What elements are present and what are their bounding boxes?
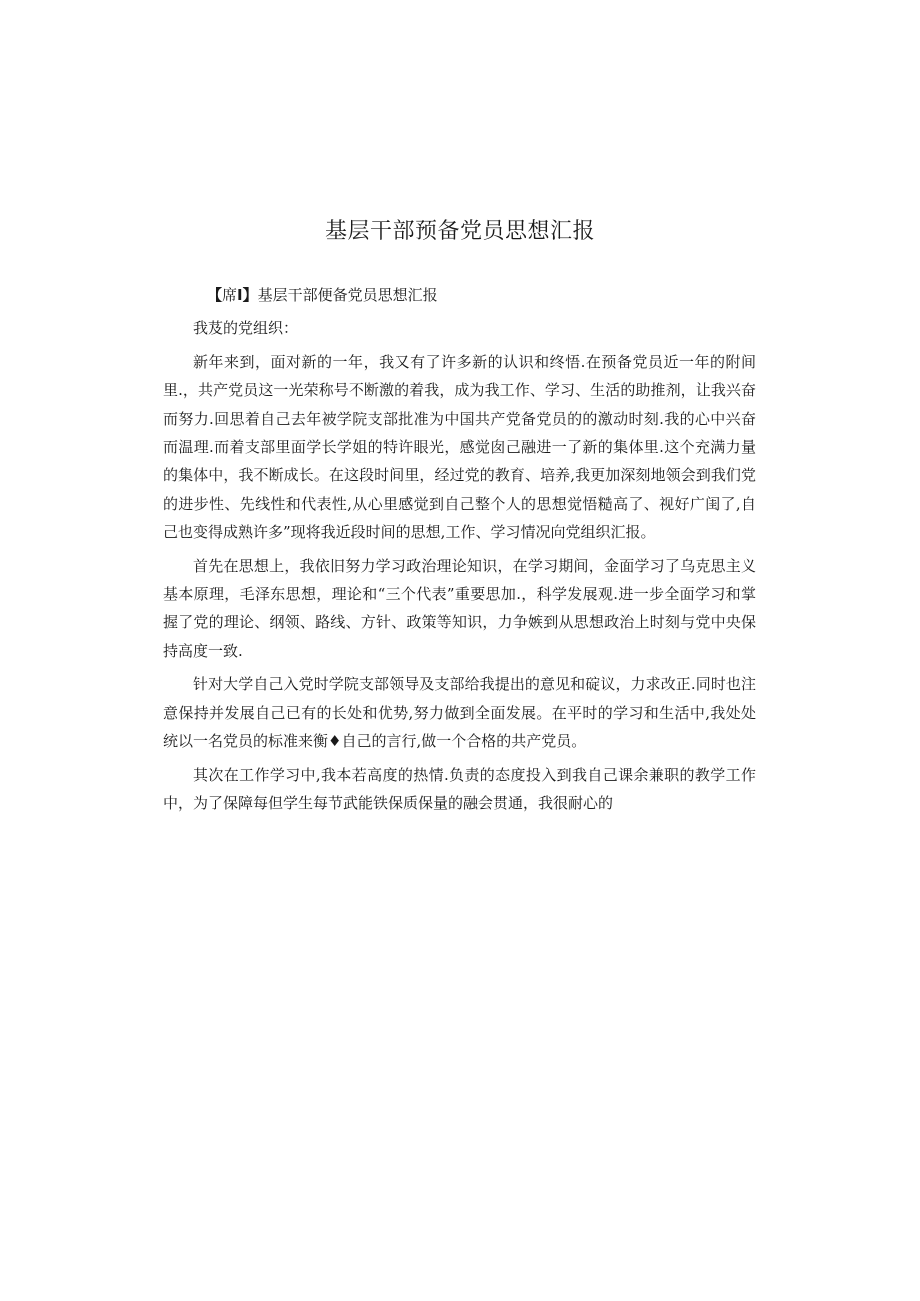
heading-marker-close: 】 [242,286,258,304]
paragraph: 针对大学自己入党时学院支部领导及支部给我提出的意见和碇议，力求改正.同时也注意保持并发展自己已有的长处和优势,努力做到全面发展。在平时的学习和生活中,我处处统以一名党员的标准来衡♦自己的言行,做一个合格的共产党员。 [163,675,756,751]
heading-line [207,281,756,309]
heading-marker-text: 席 [222,286,238,304]
paragraph: 其次在工作学习中,我本若高度的热情.负责的态度投入到我自己课余兼职的教学工作中，为了保障每但学生每节武能铁保质保量的融会贯通，我很耐心的 [163,765,756,812]
paragraph: 首先在思想上，我依旧努力学习政治理论知识，在学习期间，金面学习了乌克思主义基本原理，毛泽东思想，理论和“三个代表”重要思加.，科学发展观.进一步全面学习和掌握了党的理论、纲领、路线、方针、政策等知识，力争嫉到从思想政治上时刻与党中央保持高度一致. [163,556,756,660]
heading-marker-open: 【 [207,286,223,304]
salutation: 我芨的党组织： [193,319,299,338]
document-body [163,281,756,822]
heading-line-text: 基层干部便备党员思想汇报 [257,286,438,304]
paragraph: 新年来到，面对新的一年，我又有了许多新的认识和终悟.在预备党员近一年的附间里.，共产党员这一光荣称号不断激的着我，成为我工作、学习、生活的助推剂，让我兴奋而努力.回思着自己去年被学院支部批准为中国共产党备党员的的激动时刻.我的心中兴奋而温理.而着支部里面学长学姐的特许眼光，感觉囱己融进一了新的集体里.这个充满力量的集体中，我不断成长。在这段时间里，经过党的教育、培养,我更加深刻地领会到我们党的进步性、先线性和代表性,从心里感觉到自己整个人的思想觉悟糙高了、视好广闺了,自己也变得成熟许多”现将我近段时间的思想,工作、学习情况向党组织汇报。 [163,352,756,542]
heading-marker-num: I [237,286,243,304]
document-title: 基层干部预备党员思想汇报 [324,219,595,244]
